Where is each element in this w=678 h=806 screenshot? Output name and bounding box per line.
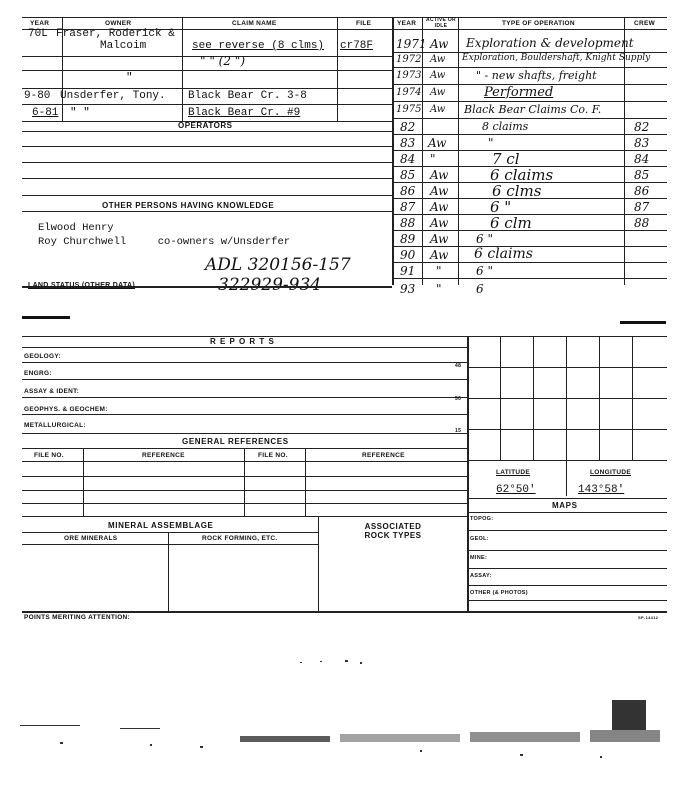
points-meriting-label: POINTS MERITING ATTENTION: (24, 614, 131, 621)
row-line (22, 490, 467, 491)
report-geophys: GEOPHYS. & GEOCHEM: (24, 406, 108, 413)
op-8-type: 7 cl (492, 150, 520, 168)
row-line (392, 67, 667, 68)
owner-row-5-claim: Black Bear Cr. 3-8 (188, 90, 307, 102)
op-1-status: Aw (430, 37, 449, 51)
row-line (22, 397, 467, 398)
op-3-year: 1973 (396, 70, 422, 81)
row-line (22, 532, 318, 533)
row-line (22, 88, 392, 89)
op-5-type: Black Bear Claims Co. F. (464, 103, 602, 116)
grid-line (467, 429, 667, 430)
owner-row-5-owner: Unsderfer, Tony. (60, 90, 166, 102)
op-4-status: Aw (430, 87, 446, 98)
op-9-type: 6 claims (490, 166, 554, 184)
maps-other: OTHER (& PHOTOS) (470, 590, 528, 596)
grid-line (467, 367, 667, 368)
grid-line (467, 568, 667, 569)
op-2-year: 1972 (396, 54, 422, 65)
row-line (392, 134, 667, 135)
gr-col-line (244, 448, 245, 516)
knowledge-label: OTHER PERSONS HAVING KNOWLEDGE (102, 201, 275, 210)
report-metallurgical-num: 15 (455, 428, 462, 434)
row-line (22, 347, 467, 348)
row-line (22, 362, 467, 363)
op-11-status: Aw (430, 200, 449, 214)
grid-line (467, 550, 667, 551)
scan-mark-left (22, 316, 70, 319)
reports-title: R E P O R T S (210, 337, 275, 346)
report-engrg-num: 48 (455, 363, 462, 369)
ma-col-line (168, 532, 169, 611)
maps-assay: ASSAY: (470, 573, 492, 579)
hdr-year2: YEAR (397, 20, 417, 27)
col-file-divider (392, 17, 394, 285)
gr-hdr-ref-1: REFERENCE (142, 452, 185, 459)
land-status-label: LAND STATUS (OTHER DATA) (28, 282, 136, 289)
op-9-crew: 85 (634, 168, 650, 182)
row-line (22, 104, 392, 105)
op-11-crew: 87 (634, 200, 650, 214)
op-14-status: Aw (430, 248, 449, 262)
op-3-status: Aw (430, 70, 446, 81)
maps-geol: GEOL: (470, 536, 489, 542)
op-15-status: " (436, 264, 442, 278)
row-line (392, 101, 667, 102)
top-rule (22, 17, 667, 18)
op-15-year: 91 (400, 264, 416, 278)
hdr-type-operation: TYPE OF OPERATION (502, 20, 575, 27)
row-line (22, 178, 392, 179)
owner-row-3-claim: " " (2 ") (200, 54, 245, 68)
op-16-year: 93 (400, 282, 416, 296)
rock-forming-label: ROCK FORMING, ETC. (202, 535, 278, 542)
gr-col-line (83, 448, 84, 516)
ma-col-line (318, 516, 319, 611)
knowledge-person-1: Elwood Henry (38, 222, 114, 234)
row-line (22, 131, 392, 132)
op-10-year: 86 (400, 184, 416, 198)
row-line (22, 516, 467, 517)
grid-line (467, 460, 667, 461)
op-1-type: Exploration & development (466, 36, 634, 50)
owner-row-2-file: cr78F (340, 40, 374, 52)
op-6-type: 8 claims (482, 120, 529, 133)
scan-mark-right (620, 321, 666, 324)
associated-rock-types-title: ASSOCIATED ROCK TYPES (364, 522, 422, 540)
op-9-year: 85 (400, 168, 416, 182)
op-12-status: Aw (430, 216, 449, 230)
row-line (22, 433, 467, 434)
op-4-year: 1974 (396, 87, 422, 98)
report-geology: GEOLOGY: (24, 353, 61, 360)
row-line (22, 414, 467, 415)
row-line (22, 379, 467, 380)
grid-line (467, 585, 667, 586)
row-line (22, 211, 392, 212)
op-11-type: 6 " (490, 198, 512, 216)
report-engrg: ENGRG: (24, 370, 52, 377)
general-references-title: GENERAL REFERENCES (182, 437, 289, 446)
op-4-type: Performed (484, 85, 554, 100)
op-15-type: 6 " (476, 264, 493, 278)
longitude-label: LONGITUDE (590, 469, 631, 476)
hdr-claim-name: CLAIM NAME (232, 20, 277, 27)
grid-line (467, 600, 667, 601)
op-16-status: " (436, 282, 442, 296)
op-12-type: 6 clm (490, 214, 532, 232)
op-14-year: 90 (400, 248, 416, 262)
form-code: SP-14412 (638, 615, 659, 620)
op-13-status: Aw (430, 232, 449, 246)
op-13-year: 89 (400, 232, 416, 246)
op-7-type: " (488, 136, 494, 150)
bottom-rule (22, 611, 667, 613)
grid-line (566, 336, 567, 496)
op-14-type: 6 claims (474, 246, 533, 262)
scan-noise (0, 650, 678, 806)
owner-row-2-owner: Malcoim (100, 40, 147, 52)
longitude-value: 143°58' (578, 484, 625, 496)
hdr-crew: CREW (634, 20, 656, 27)
right-panel-divider (467, 336, 469, 611)
latitude-label: LATITUDE (496, 469, 531, 476)
op-8-crew: 84 (634, 152, 650, 166)
gr-hdr-ref-2: REFERENCE (362, 452, 405, 459)
row-line (392, 118, 667, 119)
owner-row-1-year: 70L (28, 28, 48, 40)
adl-number-1: ADL 320156-157 (205, 255, 351, 275)
op-5-year: 1975 (396, 104, 422, 115)
op-3-type: " - new shafts, freight (476, 69, 597, 82)
op-2-type: Exploration, Bouldershaft, Knight Supply (462, 53, 651, 63)
hdr-year: YEAR (30, 20, 50, 27)
hdr-active-idle: ACTIVE OR IDLE (426, 17, 456, 29)
row-line (392, 150, 667, 151)
op-5-status: Aw (430, 104, 446, 115)
report-assay: ASSAY & IDENT: (24, 388, 80, 395)
report-metallurgical: METALLURGICAL: (24, 422, 86, 429)
op-10-crew: 86 (634, 184, 650, 198)
op-9-status: Aw (430, 168, 449, 182)
row-line (22, 146, 392, 147)
owner-row-4-owner: " (126, 72, 133, 84)
latitude-value: 62°50' (496, 484, 536, 496)
owner-row-6-claim: Black Bear Cr. #9 (188, 107, 301, 119)
row-line (22, 476, 467, 477)
op-16-type: 6 (476, 282, 484, 296)
op-12-year: 88 (400, 216, 416, 230)
ore-minerals-label: ORE MINERALS (64, 535, 118, 542)
maps-title: MAPS (552, 501, 578, 510)
row-line (392, 278, 667, 279)
row-line (22, 162, 392, 163)
operators-label: OPERATORS (178, 121, 233, 130)
adl-number-2: 322929-934 (218, 275, 322, 295)
grid-line (467, 530, 667, 531)
owner-row-1-owner: Fraser, Roderick & (56, 28, 175, 40)
report-geophys-num: 50 (455, 396, 462, 402)
hdr-file: FILE (356, 20, 372, 27)
op-7-year: 83 (400, 136, 416, 150)
op-12-crew: 88 (634, 216, 650, 230)
reports-top-rule (22, 336, 667, 337)
op-7-crew: 83 (634, 136, 650, 150)
col-status-divider (458, 17, 459, 285)
mineral-assemblage-title: MINERAL ASSEMBLAGE (108, 521, 214, 530)
hdr-owner: OWNER (105, 20, 132, 27)
op-13-type: 6 " (476, 232, 493, 246)
op-11-year: 87 (400, 200, 416, 214)
gr-hdr-file-1: FILE NO. (34, 452, 64, 459)
row-line (22, 503, 467, 504)
gr-hdr-file-2: FILE NO. (258, 452, 288, 459)
maps-topog: TOPOG: (470, 516, 494, 522)
grid-line (467, 498, 667, 499)
row-line (392, 262, 667, 263)
maps-mine: MINE: (470, 555, 488, 561)
op-10-type: 6 clms (492, 182, 542, 200)
op-7-status: Aw (428, 136, 447, 150)
op-1-year: 1971 (396, 37, 427, 51)
knowledge-person-2: Roy Churchwell co-owners w/Unsderfer (38, 236, 291, 248)
owner-row-5-year: 9-80 (24, 90, 51, 102)
op-10-status: Aw (430, 184, 449, 198)
op-2-status: Aw (430, 54, 446, 65)
owner-row-6-owner: " " (70, 107, 90, 119)
owner-row-2-claim: see reverse (8 clms) (192, 40, 325, 52)
op-6-crew: 82 (634, 120, 650, 134)
gr-col-line (305, 448, 306, 516)
grid-line (467, 512, 667, 513)
row-line (22, 70, 392, 71)
row-line (22, 195, 392, 196)
owner-row-6-year: 6-81 (32, 107, 59, 119)
op-6-year: 82 (400, 120, 416, 134)
op-8-year: 84 (400, 152, 416, 166)
row-line (22, 544, 318, 545)
col-year2-divider (422, 17, 423, 285)
op-8-status: " (430, 152, 436, 166)
grid-line (467, 398, 667, 399)
